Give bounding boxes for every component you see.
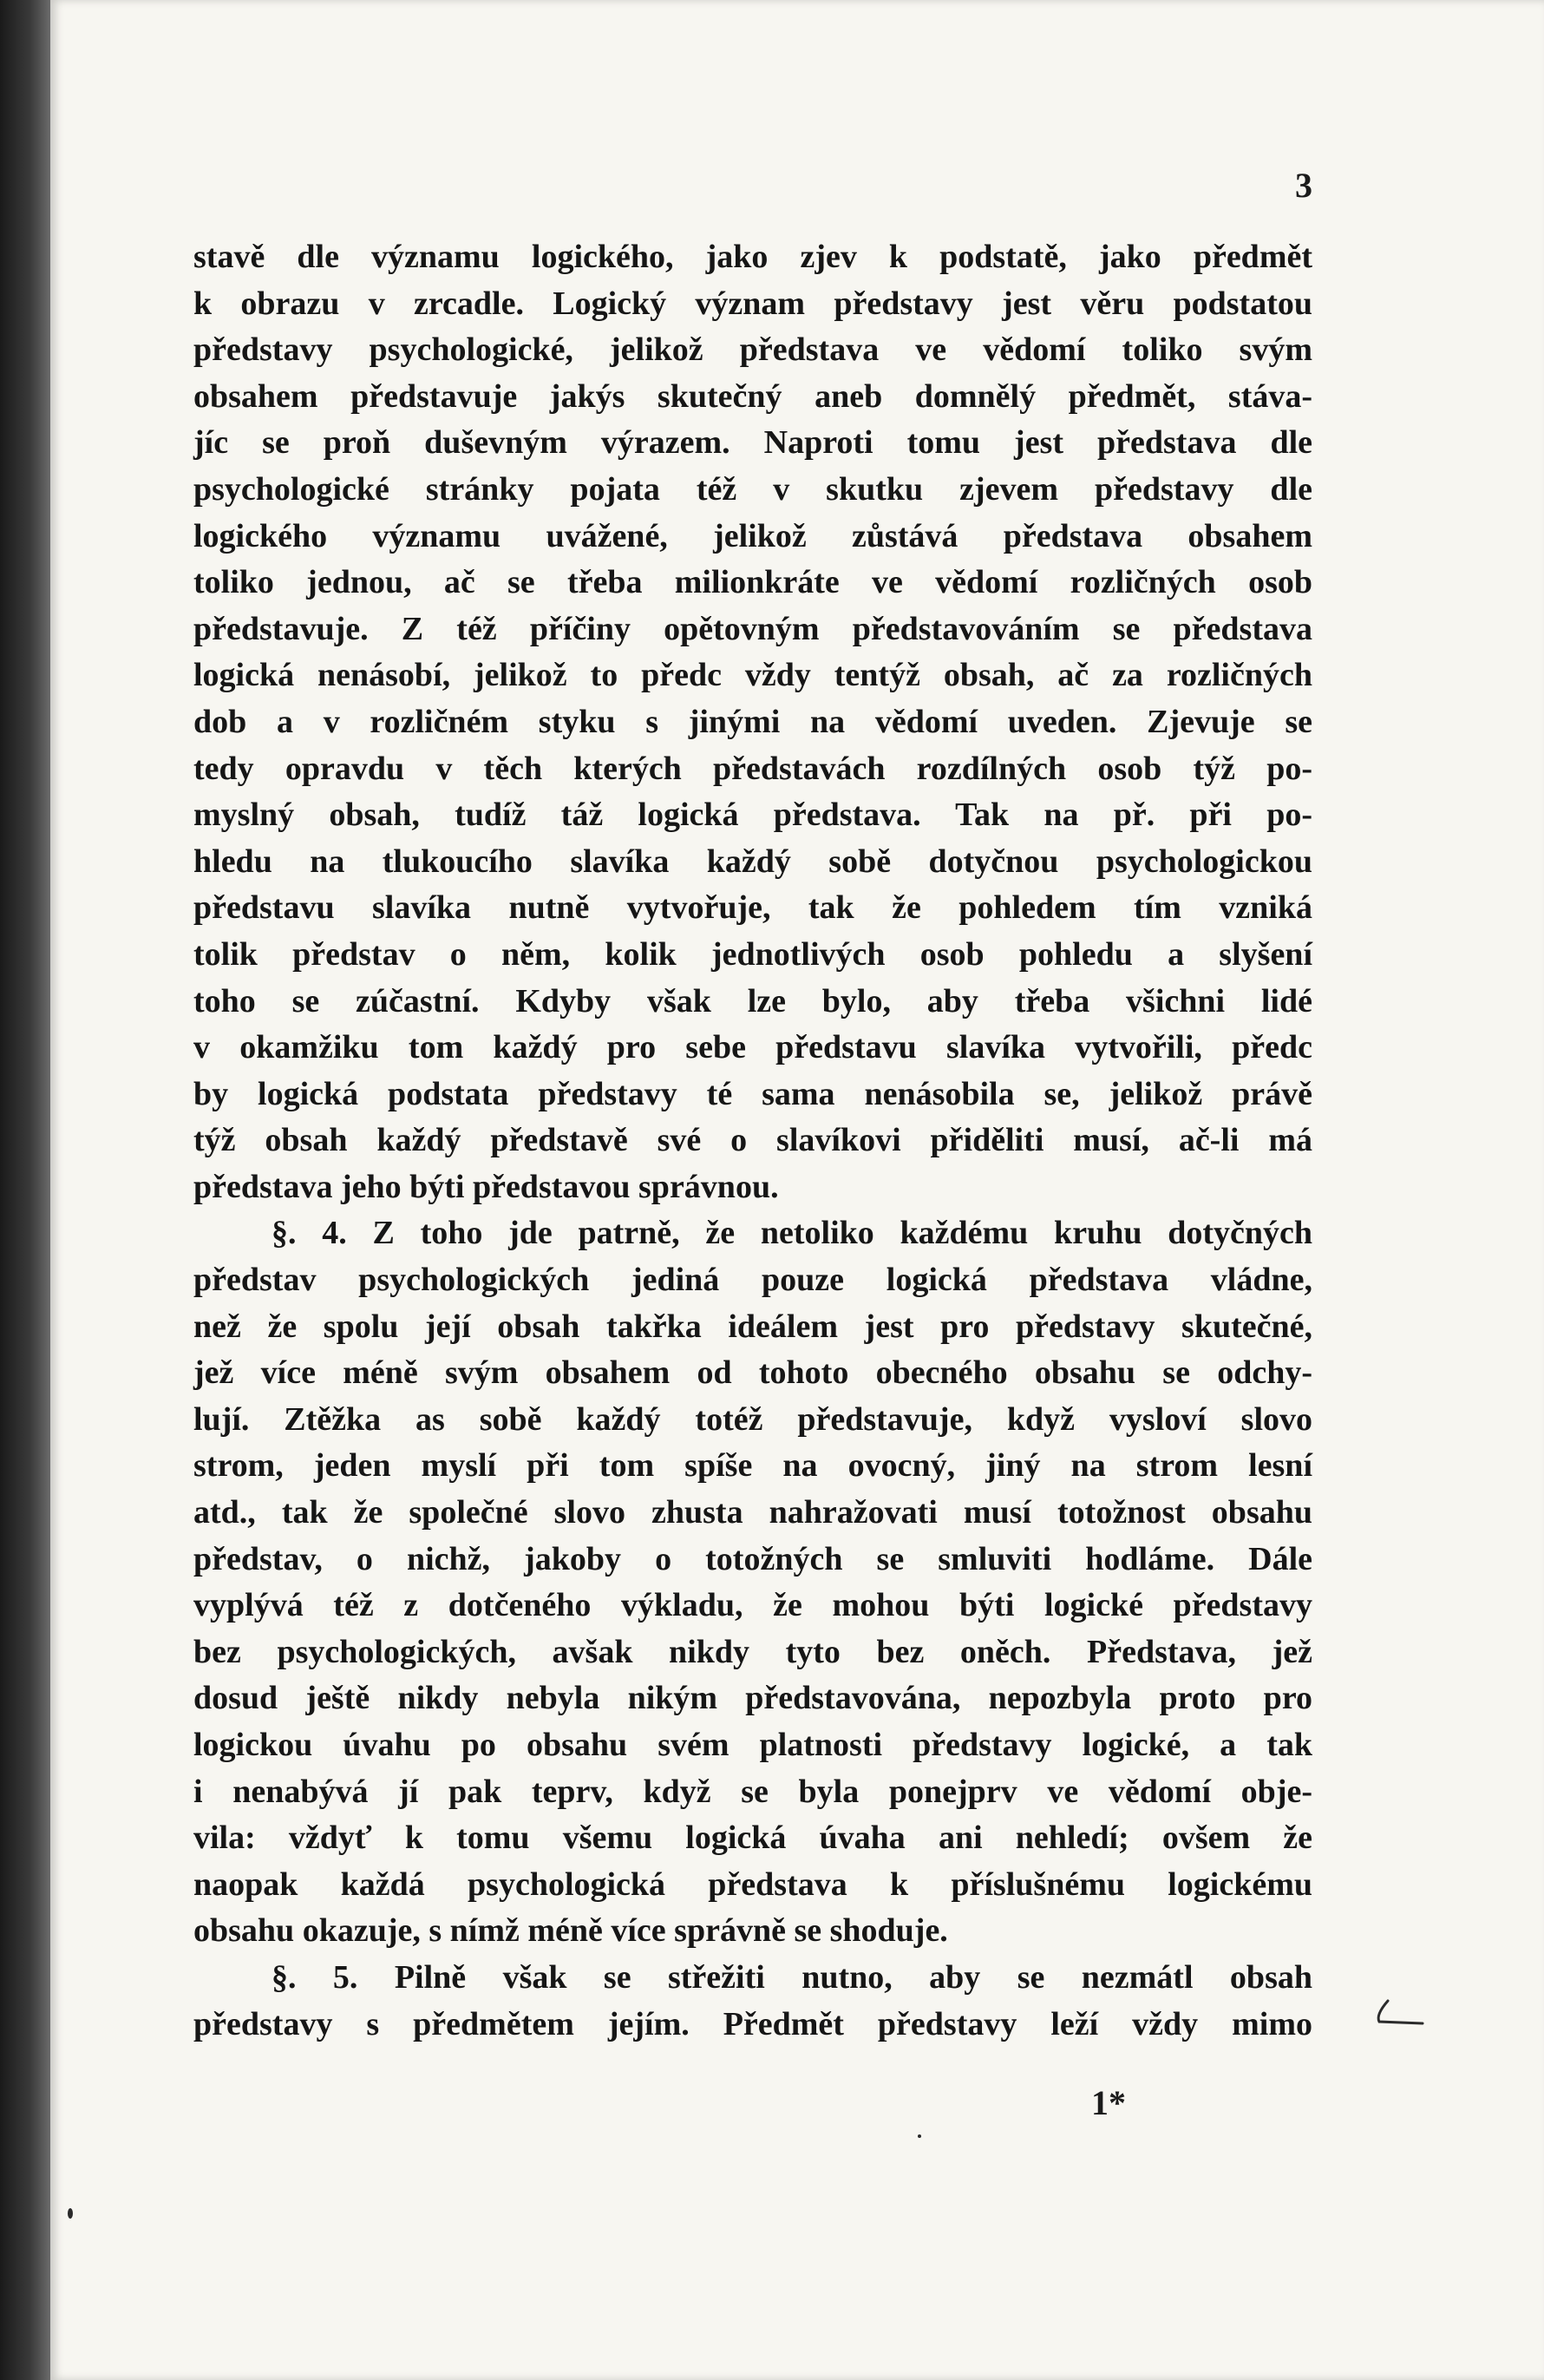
signature-mark: 1* — [1091, 2083, 1126, 2122]
text-line: toliko jednou, ač se třeba milionkráte ve vědomí rozličných osob — [193, 564, 1312, 601]
text-line: hledu na tlukoucího slavíka každý sobě dotyčnou psychologickou — [193, 843, 1312, 880]
text-line: logického významu uvážené, jelikož zůstává představa obsahem — [193, 517, 1312, 554]
text-line: k obrazu v zrcadle. Logický význam představy jest věru podstatou — [193, 285, 1312, 322]
text-line: lují. Ztěžka as sobě každý totéž představuje, když vysloví slovo — [193, 1400, 1312, 1438]
text-line: tedy opravdu v těch kterých představách rozdílných osob týž po- — [193, 750, 1312, 787]
body-text — [193, 234, 1312, 2048]
text-line: představy s předmětem jejím. Předmět představy leží vždy mimo — [193, 2005, 1312, 2042]
text-line: představ, o nichž, jakoby o totožných se smluviti hodláme. Dále — [193, 1540, 1312, 1577]
section-heading-line: §. 5. Pilně však se střežiti nutno, aby se nezmátl obsah — [272, 1958, 1312, 1996]
text-line: dob a v rozličném styku s jinými na vědomí uveden. Zjevuje se — [193, 703, 1312, 740]
text-line: tolik představ o něm, kolik jednotlivých osob pohledu a slyšení — [193, 935, 1312, 973]
text-line: toho se zúčastní. Kdyby však lze bylo, aby třeba všichni lidé — [193, 982, 1312, 1020]
text-line: v okamžiku tom každý pro sebe představu slavíka vytvořili, předc — [193, 1029, 1312, 1066]
text-line: atd., tak že společné slovo zhusta nahražovati musí totožnost obsahu — [193, 1494, 1312, 1531]
text-line: logickou úvahu po obsahu svém platnosti představy logické, a tak — [193, 1727, 1312, 1763]
margin-mark-icon — [1369, 1996, 1430, 2030]
text-line: bez psychologických, avšak nikdy tyto bez oněch. Představa, jež — [193, 1633, 1312, 1670]
text-line: dosud ještě nikdy nebyla nikým představována, nepozbyla proto pro — [193, 1680, 1312, 1717]
book-page — [50, 0, 1544, 2380]
text-line: představu slavíka nutně vytvořuje, tak že pohledem tím vzniká — [193, 889, 1312, 927]
text-line: představ psychologických jediná pouze logická představa vládne, — [193, 1262, 1312, 1299]
text-line: obsahu okazuje, s nímž méně více správně se shoduje. — [193, 1912, 948, 1950]
text-line: vyplývá též z dotčeného výkladu, že mohou býti logické představy — [193, 1587, 1312, 1624]
text-line: logická nenásobí, jelikož to předc vždy tentýž obsah, ač za rozličných — [193, 657, 1312, 694]
text-line: naopak každá psychologická představa k příslušnému logickému — [193, 1865, 1312, 1903]
text-line: i nenabývá jí pak teprv, když se byla ponejprv ve vědomí obje- — [193, 1773, 1312, 1810]
text-line: psychologické stránky pojata též v skutku zjevem představy dle — [193, 470, 1312, 508]
text-line: vila: vždyť k tomu všemu logická úvaha ani nehledí; ovšem že — [193, 1819, 1312, 1857]
text-line: týž obsah každý představě své o slavíkovi přiděliti musí, ač-li má — [193, 1122, 1312, 1159]
text-line: představy psychologické, jelikož představa ve vědomí toliko svým — [193, 331, 1312, 369]
text-line: strom, jeden myslí při tom spíše na ovocný, jiný na strom lesní — [193, 1447, 1312, 1485]
text-line: myslný obsah, tudíž táž logická představa. Tak na př. při po- — [193, 797, 1312, 834]
text-line: jež více méně svým obsahem od tohoto obecného obsahu se odchy- — [193, 1354, 1312, 1392]
page-number: 3 — [1295, 166, 1312, 205]
scan-border — [0, 0, 50, 2380]
text-line: než že spolu její obsah takřka ideálem jest pro představy skutečné, — [193, 1308, 1312, 1345]
section-heading-line: §. 4. Z toho jde patrně, že netoliko každému kruhu dotyčných — [272, 1215, 1312, 1252]
speck — [918, 2134, 921, 2138]
text-line: představa jeho býti představou správnou. — [193, 1168, 779, 1205]
speck — [68, 2208, 73, 2219]
text-line: představuje. Z též příčiny opětovným představováním se představa — [193, 610, 1312, 647]
text-line: obsahem představuje jakýs skutečný aneb domnělý předmět, stáva- — [193, 377, 1312, 415]
text-line: stavě dle významu logického, jako zjev k podstatě, jako předmět — [193, 239, 1312, 275]
text-line: jíc se proň duševným výrazem. Naproti tomu jest představa dle — [193, 424, 1312, 462]
text-line: by logická podstata představy té sama nenásobila se, jelikož právě — [193, 1075, 1312, 1112]
